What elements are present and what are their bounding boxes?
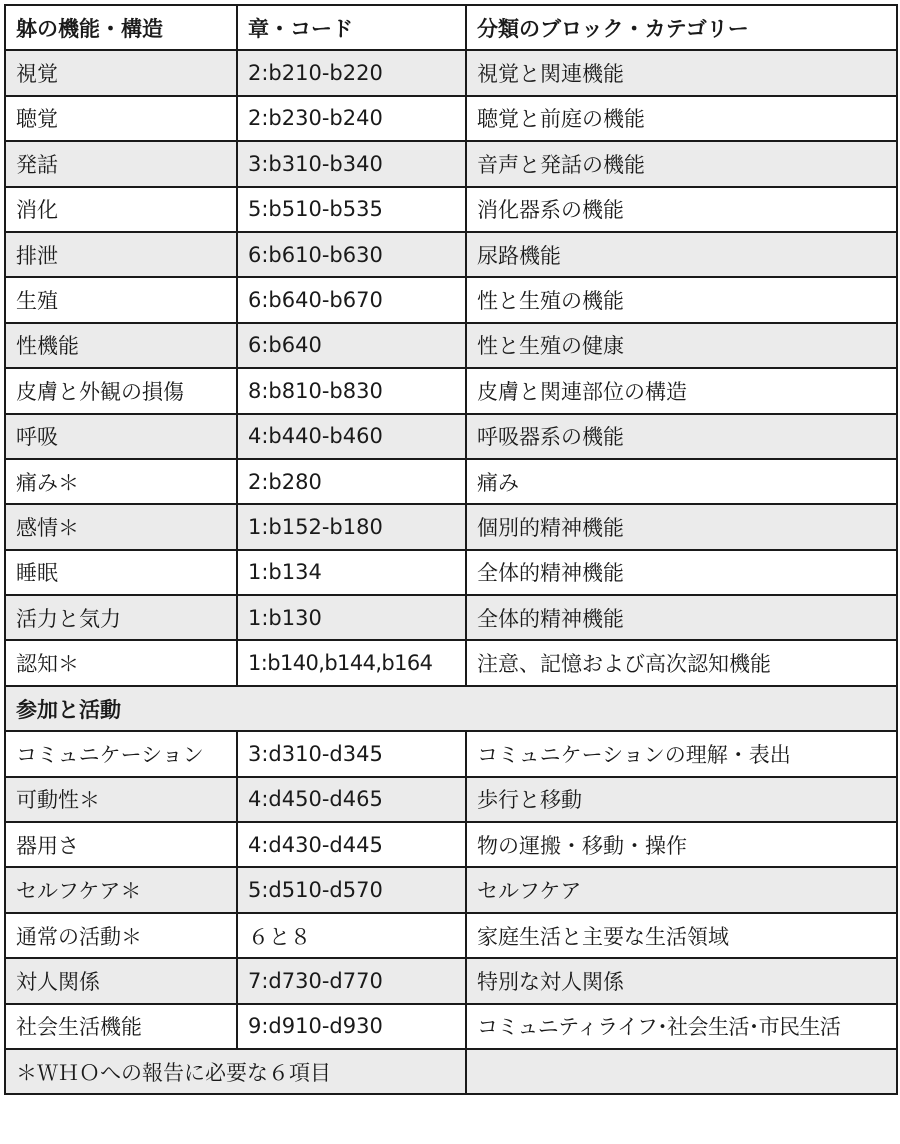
function-cell: 排泄 xyxy=(5,232,237,277)
function-cell: 感情＊ xyxy=(5,504,237,549)
table-row xyxy=(5,323,897,368)
code-cell: 8:b810-b830 xyxy=(237,368,466,413)
activity-cell: 器用さ xyxy=(5,822,237,867)
code-cell: 2:b210-b220 xyxy=(237,50,466,95)
function-cell: 睡眠 xyxy=(5,550,237,595)
category-cell: 性と生殖の機能 xyxy=(466,277,897,322)
category-cell: 全体的精神機能 xyxy=(466,550,897,595)
code-cell: 6:b640-b670 xyxy=(237,277,466,322)
table-row xyxy=(5,459,897,504)
category-cell: 痛み xyxy=(466,459,897,504)
activity-cell: 社会生活機能 xyxy=(5,1004,237,1049)
code-cell: 1:b134 xyxy=(237,550,466,595)
table-row xyxy=(5,414,897,459)
category-cell: 視覚と関連機能 xyxy=(466,50,897,95)
table-row xyxy=(5,1004,897,1049)
function-cell: 呼吸 xyxy=(5,414,237,459)
activity-cell: コミュニケーション xyxy=(5,731,237,776)
code-cell: 3:b310-b340 xyxy=(237,141,466,186)
header-chapter-code: 章・コード xyxy=(237,5,466,50)
code-cell: 9:d910-d930 xyxy=(237,1004,466,1049)
table-row xyxy=(5,958,897,1003)
function-cell: 痛み＊ xyxy=(5,459,237,504)
function-cell: 認知＊ xyxy=(5,640,237,685)
function-cell: 生殖 xyxy=(5,277,237,322)
table-row xyxy=(5,141,897,186)
footnote-row xyxy=(5,1049,897,1094)
category-cell: コミュニティライフ･社会生活･市民生活 xyxy=(466,1004,897,1049)
category-cell: 皮膚と関連部位の構造 xyxy=(466,368,897,413)
code-cell: 5:d510-d570 xyxy=(237,867,466,912)
footnote-empty-cell xyxy=(466,1049,897,1094)
table-row xyxy=(5,913,897,958)
category-cell: 個別的精神機能 xyxy=(466,504,897,549)
activity-cell: 対人関係 xyxy=(5,958,237,1003)
code-cell: 2:b230-b240 xyxy=(237,96,466,141)
function-cell: 皮膚と外観の損傷 xyxy=(5,368,237,413)
section-row xyxy=(5,686,897,731)
category-cell: 音声と発話の機能 xyxy=(466,141,897,186)
table-row xyxy=(5,731,897,776)
table-row xyxy=(5,50,897,95)
code-cell: 1:b152-b180 xyxy=(237,504,466,549)
table-row xyxy=(5,867,897,912)
table-row xyxy=(5,640,897,685)
table-row xyxy=(5,504,897,549)
code-cell: 6:b610-b630 xyxy=(237,232,466,277)
activity-cell: 通常の活動＊ xyxy=(5,913,237,958)
table-row xyxy=(5,368,897,413)
function-cell: 視覚 xyxy=(5,50,237,95)
code-cell: 1:b140,b144,b164 xyxy=(237,640,466,685)
table-row xyxy=(5,777,897,822)
function-cell: 消化 xyxy=(5,187,237,232)
function-cell: 発話 xyxy=(5,141,237,186)
category-cell: 物の運搬・移動・操作 xyxy=(466,822,897,867)
header-row xyxy=(5,5,897,50)
function-cell: 活力と気力 xyxy=(5,595,237,640)
code-cell: 1:b130 xyxy=(237,595,466,640)
category-cell: 注意、記憶および高次認知機能 xyxy=(466,640,897,685)
table-row xyxy=(5,187,897,232)
code-cell: ６と８ xyxy=(237,913,466,958)
header-category: 分類のブロック・カテゴリー xyxy=(466,5,897,50)
function-cell: 聴覚 xyxy=(5,96,237,141)
header-body-function: 躰の機能・構造 xyxy=(5,5,237,50)
code-cell: 4:d450-d465 xyxy=(237,777,466,822)
category-cell: コミュニケーションの理解・表出 xyxy=(466,731,897,776)
table-row xyxy=(5,277,897,322)
category-cell: 性と生殖の健康 xyxy=(466,323,897,368)
category-cell: 呼吸器系の機能 xyxy=(466,414,897,459)
table-row xyxy=(5,595,897,640)
code-cell: 5:b510-b535 xyxy=(237,187,466,232)
category-cell: 特別な対人関係 xyxy=(466,958,897,1003)
table-row xyxy=(5,232,897,277)
section-title: 参加と活動 xyxy=(5,686,897,731)
category-cell: 消化器系の機能 xyxy=(466,187,897,232)
code-cell: 2:b280 xyxy=(237,459,466,504)
code-cell: 4:d430-d445 xyxy=(237,822,466,867)
activity-cell: セルフケア＊ xyxy=(5,867,237,912)
table-row xyxy=(5,822,897,867)
code-cell: 6:b640 xyxy=(237,323,466,368)
activity-cell: 可動性＊ xyxy=(5,777,237,822)
function-cell: 性機能 xyxy=(5,323,237,368)
category-cell: セルフケア xyxy=(466,867,897,912)
category-cell: 家庭生活と主要な生活領域 xyxy=(466,913,897,958)
table-row xyxy=(5,96,897,141)
footnote-text: ＊ＷＨＯへの報告に必要な６項目 xyxy=(5,1049,466,1094)
code-cell: 4:b440-b460 xyxy=(237,414,466,459)
category-cell: 聴覚と前庭の機能 xyxy=(466,96,897,141)
category-cell: 歩行と移動 xyxy=(466,777,897,822)
icf-classification-table xyxy=(4,4,898,1095)
code-cell: 3:d310-d345 xyxy=(237,731,466,776)
code-cell: 7:d730-d770 xyxy=(237,958,466,1003)
category-cell: 尿路機能 xyxy=(466,232,897,277)
category-cell: 全体的精神機能 xyxy=(466,595,897,640)
table-row xyxy=(5,550,897,595)
